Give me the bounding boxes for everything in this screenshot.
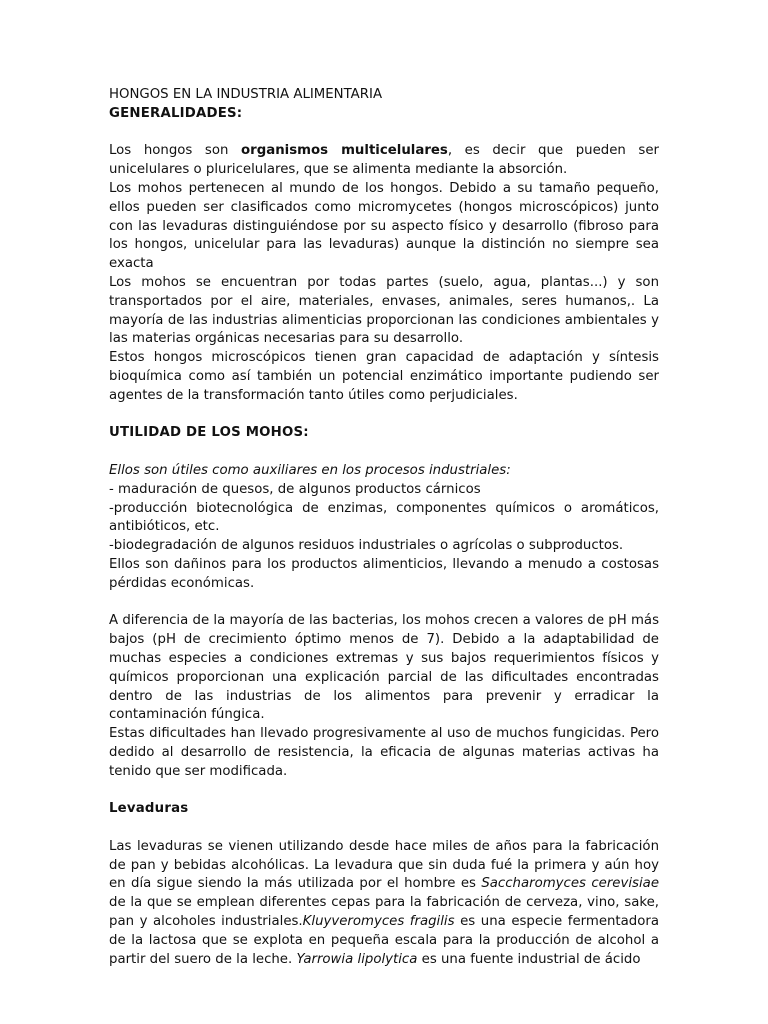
text-run: , es decir que pueden ser unicelulares o pluricelulares, que se alimenta mediante la absorción. <box>109 143 659 178</box>
heading-generalidades: GENERALIDADES: <box>109 105 243 121</box>
spacer <box>109 819 659 838</box>
species-name: Yarrowia lipolytica <box>296 951 418 967</box>
paragraph-generalidades-2: Los mohos pertenecen al mundo de los hongos. Debido a su tamaño pequeño, ellos pueden ser clasificados como micromycetes (hongos microscópicos) junto con las levaduras distinguiéndose por su aspecto físico y desarrollo (fibroso para los hongos, unicelular para las levaduras) aunque la distinción no siempre sea exacta <box>109 180 659 272</box>
spacer <box>109 124 659 143</box>
paragraph-levaduras-1 <box>109 838 659 970</box>
document-title: HONGOS EN LA INDUSTRIA ALIMENTARIA <box>109 87 383 102</box>
spacer <box>109 443 659 462</box>
heading-levaduras: Levaduras <box>109 801 189 817</box>
list-item-maduracion: - maduración de quesos, de algunos productos cárnicos <box>109 481 481 497</box>
list-item-produccion: -producción biotecnológica de enzimas, componentes químicos o aromáticos, antibióticos, etc. <box>109 500 659 535</box>
spacer <box>109 406 659 425</box>
heading-utilidad: UTILIDAD DE LOS MOHOS: <box>109 425 309 441</box>
spacer <box>109 594 659 613</box>
text-run: es una especie fermentadora de la lactosa que se explota en pequeña escala para la producción de alcohol a partir del suero de la leche. <box>109 914 659 967</box>
paragraph-generalidades-4: Estos hongos microscópicos tienen gran capacidad de adaptación y síntesis bioquímica como así también un potencial enzimático importante pudiendo ser agentes de la transformación tanto útiles como perjudiciales. <box>109 350 659 403</box>
text-run: de la que se emplean diferentes cepas para la fabricación de cerveza, vino, sake, pan y alcoholes industriales. <box>109 895 659 930</box>
text-run: Los hongos son <box>109 143 242 159</box>
species-name: Kluyveromyces fragilis <box>302 914 455 930</box>
paragraph-utilidad-intro: Ellos son útiles como auxiliares en los procesos industriales: <box>109 462 511 478</box>
spacer <box>109 781 659 800</box>
bold-term: organismos multicelulares <box>241 143 448 159</box>
paragraph-utilidad-fungicidas: Estas dificultades han llevado progresivamente al uso de muchos fungicidas. Pero dedido al desarrollo de resistencia, la eficacia de algunas materias activas ha tenido que ser modificada. <box>109 726 659 779</box>
paragraph-utilidad-ph: A diferencia de la mayoría de las bacterias, los mohos crecen a valores de pH más bajos (pH de crecimiento óptimo menos de 7). Debido a la adaptabilidad de muchas especies a condiciones extremas y sus bajos requerimientos físicos y químicos proporcionan una explicación parcial de las dificultades encontradas dentro de las industrias de los alimentos para prevenir y erradicar la contaminación fúngica. <box>109 613 659 723</box>
text-run: es una fuente industrial de ácido <box>417 951 641 967</box>
paragraph-utilidad-danos: Ellos son dañinos para los productos alimenticios, llevando a menudo a costosas pérdidas económicas. <box>109 556 659 591</box>
paragraph-generalidades-3: Los mohos se encuentran por todas partes (suelo, agua, plantas...) y son transportados por el aire, materiales, envases, animales, seres humanos,. La mayoría de las industrias alimenticias proporcionan las condiciones ambientales y las materias orgánicas necesarias para su desarrollo. <box>109 274 659 347</box>
text-run: Las levaduras se vienen utilizando desde hace miles de años para la fabricación de pan y bebidas alcohólicas. La levadura que sin duda fué la primera y aún hoy en día sigue siendo la más utilizada por el hombre es <box>109 838 659 892</box>
list-item-biodegradacion: -biodegradación de algunos residuos industriales o agrícolas o subproductos. <box>109 538 624 554</box>
paragraph-generalidades-1 <box>109 142 659 180</box>
species-name: Saccharomyces cerevisiae <box>481 876 660 892</box>
